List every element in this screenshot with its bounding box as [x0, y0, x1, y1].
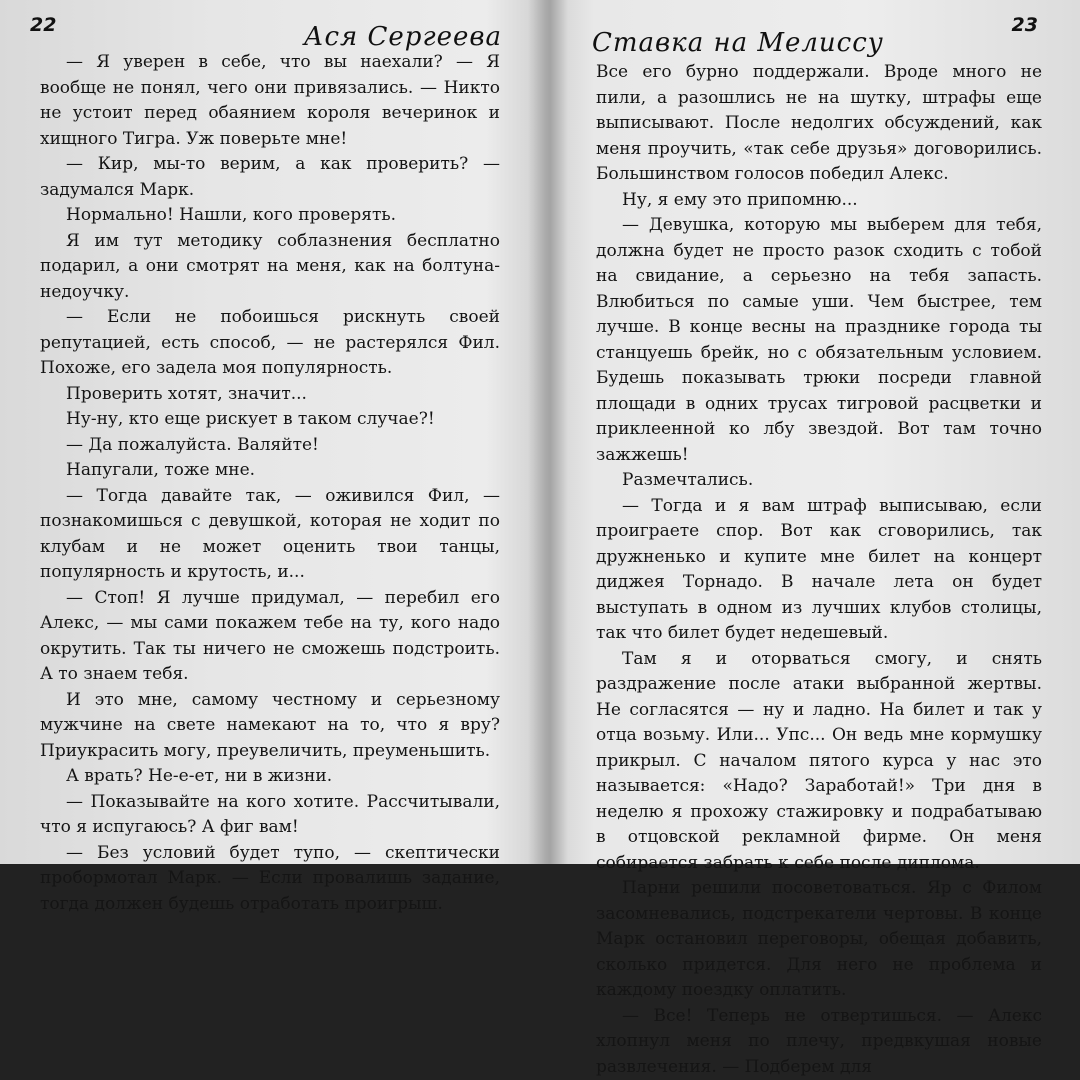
paragraph: — Тогда и я вам штраф выписываю, если проиграете спор. Вот как сговорились, так дружненько и купите мне билет на концерт диджея Торнадо. В начале лета он будет выступать в одном из лучших клубов столицы, так что билет будет недешевый. — [596, 494, 1042, 647]
paragraph: Ну-ну, кто еще рискует в таком случае?! — [40, 407, 500, 433]
paragraph: Парни решили посоветоваться. Яр с Филом засомневались, подстрекатели чертовы. В конце Марк остановил переговоры, обещая добавить, сколько придется. Для него не проблема и каждому поездку оплатить. — [596, 876, 1042, 1004]
paragraph: Размечтались. — [596, 468, 1042, 494]
paragraph: — Девушка, которую мы выберем для тебя, должна будет не просто разок сходить с тобой на свидание, а серьезно на тебя запасть. Влюбиться по самые уши. Чем быстрее, тем лучше. В конце весны на празднике города ты станцуешь брейк, но с обязательным условием. Будешь показывать трюки посреди главной площади в одних трусах тигровой расцветки и приклеенной ко лбу звездой. Вот там точно зажжешь! — [596, 213, 1042, 468]
paragraph: — Показывайте на кого хотите. Рассчитывали, что я испугаюсь? А фиг вам! — [40, 790, 500, 841]
left-page — [0, 0, 540, 864]
paragraph: — Тогда давайте так, — оживился Фил, — познакомишься с девушкой, которая не ходит по клубам и не может оценить твои танцы, популярность и крутость, и... — [40, 484, 500, 586]
left-page-text — [40, 50, 500, 917]
right-page-text — [596, 60, 1042, 1080]
paragraph: А врать? Не-е-ет, ни в жизни. — [40, 764, 500, 790]
paragraph: Нормально! Нашли, кого проверять. — [40, 203, 500, 229]
paragraph: — Если не побоишься рискнуть своей репутацией, есть способ, — не растерялся Фил. Похоже, его задела моя популярность. — [40, 305, 500, 382]
paragraph: Все его бурно поддержали. Вроде много не пили, а разошлись не на шутку, штрафы еще выписывают. После недолгих обсуждений, как меня проучить, «так себе друзья» договорились. Большинством голосов победил Алекс. — [596, 60, 1042, 188]
paragraph: — Без условий будет тупо, — скептически пробормотал Марк. — Если провалишь задание, тогда должен будешь отработать проигрыш. — [40, 841, 500, 918]
paragraph: — Да пожалуйста. Валяйте! — [40, 433, 500, 459]
paragraph: И это мне, самому честному и серьезному мужчине на свете намекают на то, что я вру? Приукрасить могу, преувеличить, преуменьшить. — [40, 688, 500, 765]
right-running-head: Ставка на Мелиссу — [592, 28, 884, 58]
right-page — [560, 0, 1080, 864]
right-page-number: 23 — [1012, 14, 1038, 36]
paragraph: Проверить хотят, значит... — [40, 382, 500, 408]
paragraph: — Кир, мы-то верим, а как проверить? — задумался Марк. — [40, 152, 500, 203]
left-running-head: Ася Сергеева — [304, 22, 502, 52]
paragraph: — Я уверен в себе, что вы наехали? — Я вообще не понял, чего они привязались. — Никто не устоит перед обаянием короля вечеринок и хищного Тигра. Уж поверьте мне! — [40, 50, 500, 152]
paragraph: Там я и оторваться смогу, и снять раздражение после атаки выбранной жертвы. Не согласятся — ну и ладно. На билет и так у отца возьму. Или... Упс... Он ведь мне кормушку прикрыл. С началом пятого курса у нас это называется: «Надо? Заработай!» Три дня в неделю я прохожу стажировку и подрабатываю в отцовской рекламной фирме. Он меня собирается забрать к себе после диплома. — [596, 647, 1042, 877]
paragraph: — Все! Теперь не отвертишься. — Алекс хлопнул меня по плечу, предвкушая новые развлечения. — Подберем для — [596, 1004, 1042, 1080]
paragraph: Ну, я ему это припомню... — [596, 188, 1042, 214]
paragraph: Напугали, тоже мне. — [40, 458, 500, 484]
left-page-number: 22 — [30, 14, 56, 36]
paragraph: Я им тут методику соблазнения бесплатно подарил, а они смотрят на меня, как на болтуна-недоучку. — [40, 229, 500, 306]
paragraph: — Стоп! Я лучше придумал, — перебил его Алекс, — мы сами покажем тебе на ту, кого надо окрутить. Так ты ничего не сможешь подстроить. А то знаем тебя. — [40, 586, 500, 688]
